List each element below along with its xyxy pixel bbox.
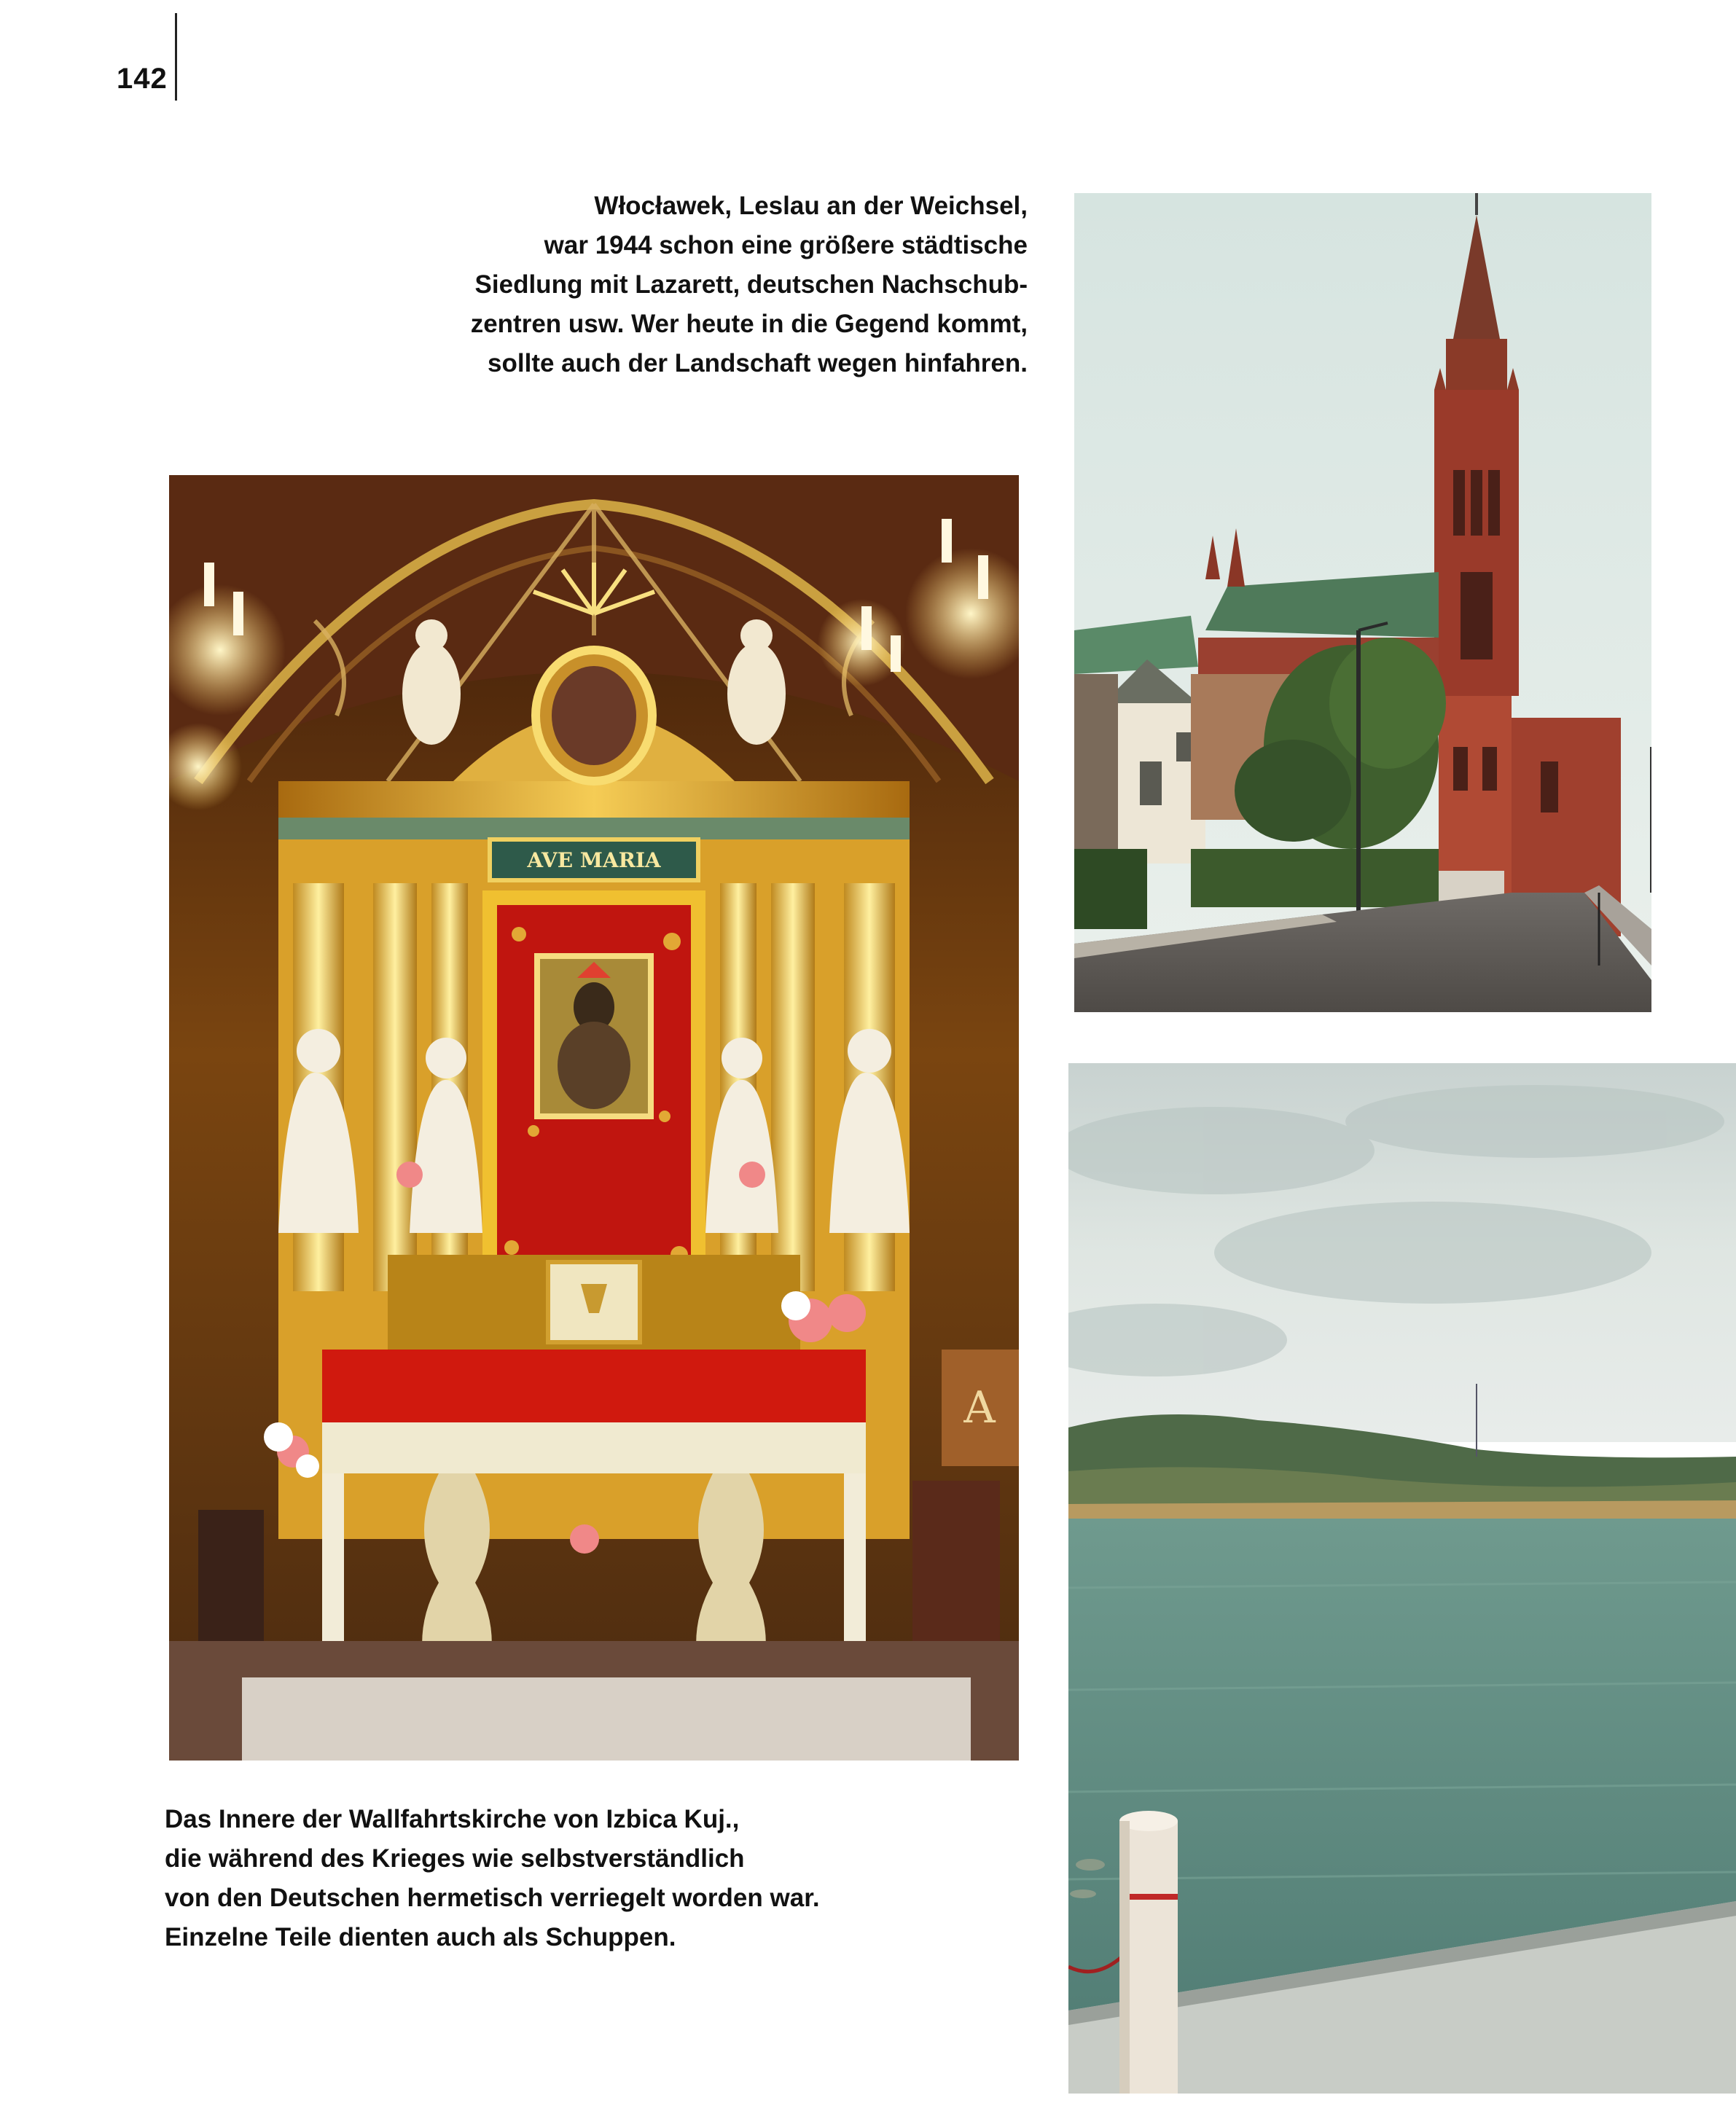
caption-izbica-church xyxy=(165,1800,894,1957)
photo-church-tower-street xyxy=(1074,193,1651,1012)
caption-line: war 1944 schon eine größere städtische xyxy=(544,231,1028,259)
photo-church-interior-altar xyxy=(169,475,1019,1761)
caption-line: die während des Krieges wie selbstverständlich xyxy=(165,1844,745,1873)
caption-wloclawek xyxy=(394,187,1028,383)
caption-line: Das Innere der Wallfahrtskirche von Izbica Kuj., xyxy=(165,1805,740,1833)
lectern-letter: A xyxy=(963,1382,996,1433)
caption-line: zentren usw. Wer heute in die Gegend kommt, xyxy=(470,310,1028,338)
caption-line: sollte auch der Landschaft wegen hinfahren. xyxy=(488,349,1028,377)
caption-line: Einzelne Teile dienten auch als Schuppen. xyxy=(165,1923,676,1951)
caption-line: Siedlung mit Lazarett, deutschen Nachschub- xyxy=(474,270,1028,299)
page-number: 142 xyxy=(117,63,168,95)
page-divider-line xyxy=(175,13,177,101)
caption-line: Włocławek, Leslau an der Weichsel, xyxy=(594,192,1028,220)
caption-line: von den Deutschen hermetisch verriegelt worden war. xyxy=(165,1884,820,1912)
altar-inscription: AVE MARIA xyxy=(527,848,661,872)
photo-vistula-river xyxy=(1068,1063,1736,2094)
